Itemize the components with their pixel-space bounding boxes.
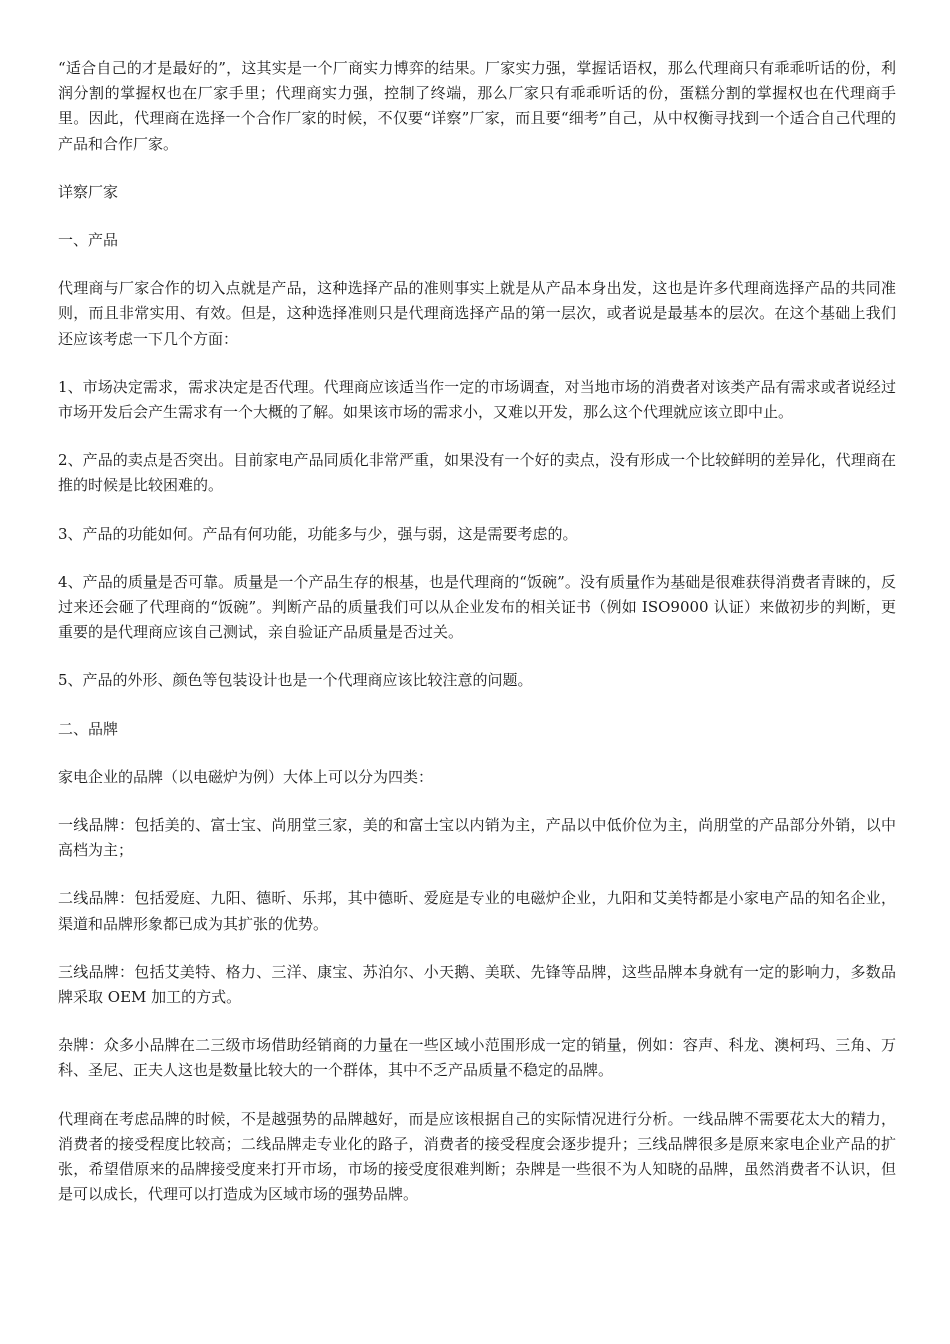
product-point-1: 1、市场决定需求，需求决定是否代理。代理商应该适当作一定的市场调查，对当地市场的消费者对该类产品有需求或者说经过市场开发后会产生需求有一个大概的了解。如果该市场的需求小，又难以开发，那么这个代理就应该立即中止。 [58,377,896,422]
paragraph-spacer [58,547,896,570]
paragraph-spacer [58,253,896,276]
paragraph-spacer [58,352,896,375]
paragraph-spacer [58,790,896,813]
paragraph-spacer [58,157,896,180]
section-heading-product: 一、产品 [58,231,119,250]
intro-paragraph: “适合自己的才是最好的”，这其实是一个厂商实力博弈的结果。厂家实力强，掌握话语权，那么代理商只有乖乖听话的份，利润分割的掌握权也在厂家手里；代理商实力强，控制了终端，那么厂家只有乖乖听话的份，蛋糕分割的掌握权也在代理商手里。因此，代理商在选择一个合作厂家的时候，不仅要“详察”厂家，而且要“细考”自己，从中权衡寻找到一个适合自己代理的产品和合作厂家。 [58,59,896,153]
paragraph-spacer [58,1084,896,1107]
paragraph-spacer [58,937,896,960]
brand-tier-1: 一线品牌：包括美的、富士宝、尚朋堂三家，美的和富士宝以内销为主，产品以中低价位为主，尚朋堂的产品部分外销，以中高档为主； [58,816,896,860]
paragraph-spacer [58,425,896,448]
paragraph-spacer [58,645,896,668]
product-point-3: 3、产品的功能如何。产品有何功能，功能多与少，强与弱，这是需要考虑的。 [58,524,578,543]
product-intro-paragraph: 代理商与厂家合作的切入点就是产品，这种选择产品的准则事实上就是从产品本身出发，这也是许多代理商选择产品的共同准则，而且非常实用、有效。但是，这种选择准则只是代理商选择产品的第一层次，或者说是最基本的层次。在这个基础上我们还应该考虑一下几个方面： [58,279,896,348]
paragraph-spacer [58,1010,896,1033]
section-heading-examine-manufacturer: 详察厂家 [58,182,119,201]
product-point-5: 5、产品的外形、颜色等包装设计也是一个代理商应该比较注意的问题。 [58,671,533,690]
paragraph-spacer [58,205,896,228]
brand-tier-misc: 杂牌：众多小品牌在二三级市场借助经销商的力量在一些区域小范围形成一定的销量，例如：容声、科龙、澳柯玛、三角、万科、圣尼、正夫人这也是数量比较大的一个群体，其中不乏产品质量不稳定的品牌。 [58,1036,896,1080]
brand-conclusion-paragraph: 代理商在考虑品牌的时候，不是越强势的品牌越好，而是应该根据自己的实际情况进行分析。一线品牌不需要花太大的精力，消费者的接受程度比较高；二线品牌走专业化的路子，消费者的接受程度会逐步提升；三线品牌很多是原来家电企业产品的扩张，希望借原来的品牌接受度来打开市场，市场的接受度很难判断；杂牌是一些很不为人知晓的品牌，虽然消费者不认识，但是可以成长，代理可以打造成为区域市场的强势品牌。 [58,1109,896,1204]
section-heading-brand: 二、品牌 [58,719,119,738]
paragraph-spacer [58,863,896,886]
paragraph-spacer [58,499,896,522]
brand-intro-paragraph: 家电企业的品牌（以电磁炉为例）大体上可以分为四类： [58,767,434,786]
paragraph-spacer [58,694,896,717]
paragraph-spacer [58,742,896,765]
brand-tier-2: 二线品牌：包括爱庭、九阳、德昕、乐邦，其中德昕、爱庭是专业的电磁炉企业，九阳和艾美特都是小家电产品的知名企业，渠道和品牌形象都已成为其扩张的优势。 [58,889,896,933]
product-point-2: 2、产品的卖点是否突出。目前家电产品同质化非常严重，如果没有一个好的卖点，没有形成一个比较鲜明的差异化，代理商在推的时候是比较困难的。 [58,451,896,495]
product-point-4: 4、产品的质量是否可靠。质量是一个产品生存的根基，也是代理商的“饭碗”。没有质量作为基础是很难获得消费者青睐的，反过来还会砸了代理商的“饭碗”。判断产品的质量我们可以从企业发布的相关证书（例如 ISO9000 认证）来做初步的判断，更重要的是代理商应该自己测试，亲自验证产品质量是否过关。 [58,572,896,642]
brand-tier-3: 三线品牌：包括艾美特、格力、三洋、康宝、苏泊尔、小天鹅、美联、先锋等品牌，这些品牌本身就有一定的影响力，多数品牌采取 OEM 加工的方式。 [58,962,896,1007]
